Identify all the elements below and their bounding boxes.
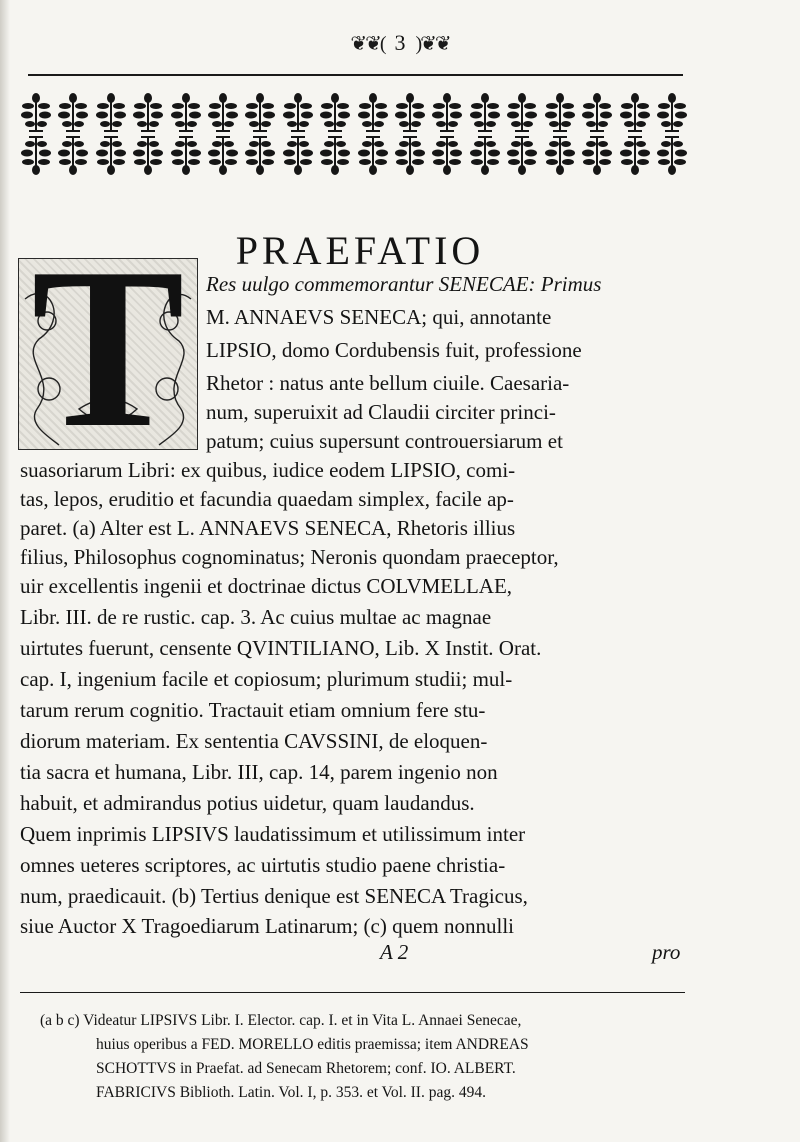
text-line: tarum rerum cognitio. Tractauit etiam omnium fere stu- [20, 698, 486, 722]
header-rule [28, 74, 683, 76]
footnote-line: (a b c) Videatur LIPSIVS Libr. I. Elector. cap. I. et in Vita L. Annaei Senecae, [40, 1012, 522, 1029]
ornament-left-icon: ❦❦( [350, 32, 385, 55]
footnote-rule [20, 992, 685, 993]
fleuron-icon [282, 134, 314, 176]
fleuron-icon [20, 134, 52, 176]
fleuron-icon [544, 134, 576, 176]
running-head [0, 30, 800, 64]
fleuron-icon [469, 92, 501, 134]
text-line: cap. I, ingenium facile et copiosum; plurimum studii; mul- [20, 667, 513, 691]
page-title: PRAEFATIO [235, 227, 485, 273]
fleuron-icon [656, 92, 688, 134]
text-line: suasoriarum Libri: ex quibus, iudice eodem LIPSIO, comi- [20, 458, 516, 482]
text-line: filius, Philosophus cognominatus; Neronis quondam praeceptor, [20, 545, 559, 569]
footnote-line: FABRICIVS Biblioth. Latin. Vol. I, p. 353. et Vol. II. pag. 494. [96, 1084, 486, 1101]
text-line: num, praedicauit. (b) Tertius denique est SENECA Tragicus, [20, 884, 528, 908]
fleuron-icon [132, 92, 164, 134]
text-line: omnes ueteres scriptores, ac uirtutis studio paene christia- [20, 853, 506, 877]
text-line: Rhetor : natus ante bellum ciuile. Caesaria- [206, 371, 570, 395]
fleuron-icon [170, 92, 202, 134]
fleuron-icon [469, 134, 501, 176]
ornament-row-top [20, 92, 688, 134]
text-line: uir excellentis ingenii et doctrinae dictus COLVMELLAE, [20, 574, 513, 598]
fleuron-icon [57, 92, 89, 134]
text-line: uirtutes fuerunt, censente QVINTILIANO, Lib. X Instit. Orat. [20, 636, 542, 660]
drop-cap-letter: T [31, 258, 185, 450]
fleuron-icon [394, 134, 426, 176]
text-line: Quem inprimis LIPSIVS laudatissimum et utilissimum inter [20, 822, 526, 846]
fleuron-icon [132, 134, 164, 176]
fleuron-icon [95, 134, 127, 176]
fleuron-icon [95, 92, 127, 134]
text-line: paret. (a) Alter est L. ANNAEVS SENECA, Rhetoris illius [20, 516, 516, 540]
ornament-row-bottom [20, 134, 688, 176]
fleuron-icon [544, 92, 576, 134]
fleuron-icon [506, 134, 538, 176]
text-line: Res uulgo commemorantur SENECAE: Primus [206, 272, 602, 296]
fleuron-icon [207, 92, 239, 134]
page-number: 3 [394, 30, 406, 55]
signature-mark: A 2 [380, 940, 409, 964]
headpiece-ornament-band [20, 92, 688, 178]
fleuron-icon [319, 92, 351, 134]
catchword: pro [652, 940, 681, 964]
fleuron-icon [357, 134, 389, 176]
fleuron-icon [394, 92, 426, 134]
fleuron-icon [170, 134, 202, 176]
footnote-line: huius operibus a FED. MORELLO editis praemissa; item ANDREAS [96, 1036, 529, 1053]
text-line: patum; cuius supersunt controuersiarum et [206, 429, 563, 453]
page-edge-shadow [0, 0, 10, 1142]
ornament-right-icon: )❦❦ [415, 32, 450, 55]
fleuron-icon [431, 92, 463, 134]
fleuron-icon [357, 92, 389, 134]
fleuron-icon [207, 134, 239, 176]
text-line: diorum materiam. Ex sententia CAVSSINI, de eloquen- [20, 729, 488, 753]
fleuron-icon [619, 92, 651, 134]
fleuron-icon [282, 92, 314, 134]
fleuron-icon [319, 134, 351, 176]
fleuron-icon [244, 134, 276, 176]
decorated-initial [18, 258, 198, 450]
footnote-line: SCHOTTVS in Praefat. ad Senecam Rhetorem; conf. IO. ALBERT. [96, 1060, 516, 1077]
fleuron-icon [619, 134, 651, 176]
text-line: Libr. III. de re rustic. cap. 3. Ac cuius multae ac magnae [20, 605, 492, 629]
fleuron-icon [57, 134, 89, 176]
text-line: habuit, et admirandus potius uidetur, quam laudandus. [20, 791, 475, 815]
text-line: siue Auctor X Tragoediarum Latinarum; (c) quem nonnulli [20, 914, 514, 938]
fleuron-icon [20, 92, 52, 134]
fleuron-icon [431, 134, 463, 176]
text-line: tas, lepos, eruditio et facundia quaedam simplex, facile ap- [20, 487, 514, 511]
text-line: num, superuixit ad Claudii circiter princi- [206, 400, 556, 424]
text-line: LIPSIO, domo Cordubensis fuit, professione [206, 338, 582, 362]
fleuron-icon [581, 134, 613, 176]
fleuron-icon [581, 92, 613, 134]
text-line: tia sacra et humana, Libr. III, cap. 14, parem ingenio non [20, 760, 498, 784]
fleuron-icon [506, 92, 538, 134]
fleuron-icon [244, 92, 276, 134]
fleuron-icon [656, 134, 688, 176]
text-line: M. ANNAEVS SENECA; qui, annotante [206, 305, 552, 329]
